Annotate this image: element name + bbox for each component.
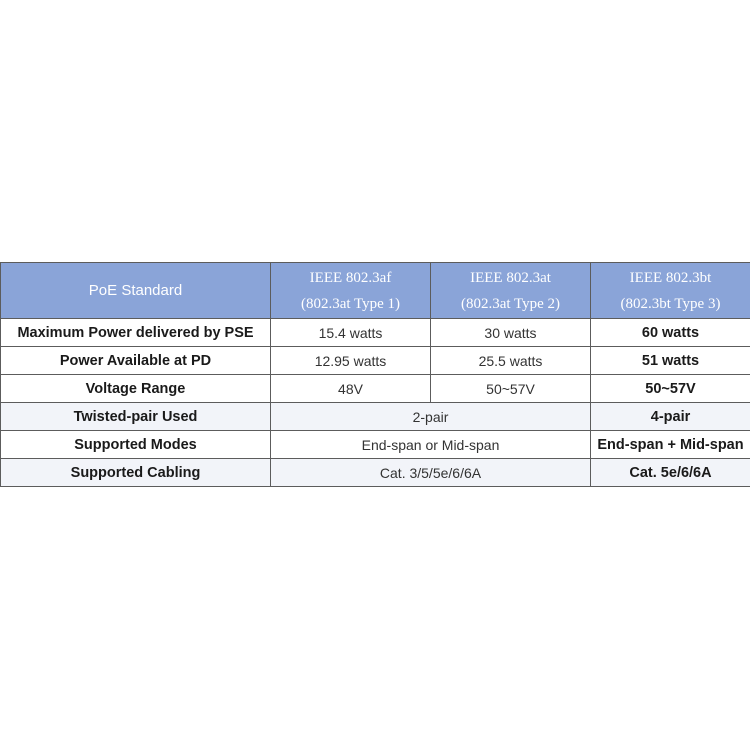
row-label: Maximum Power delivered by PSE — [1, 319, 271, 347]
header-802-3at-type: (802.3at Type 2) — [460, 295, 561, 312]
cell-at: 30 watts — [431, 319, 591, 347]
row-label: Supported Modes — [1, 431, 271, 459]
cell-af: 12.95 watts — [271, 347, 431, 375]
table-row — [1, 375, 750, 403]
header-802-3af-type: (802.3at Type 1) — [300, 295, 401, 312]
cell-af: 15.4 watts — [271, 319, 431, 347]
header-802-3bt-type: (802.3bt Type 3) — [620, 295, 721, 312]
cell-bt: Cat. 5e/6/6A — [591, 459, 750, 487]
row-label: Twisted-pair Used — [1, 403, 271, 431]
cell-at: 25.5 watts — [431, 347, 591, 375]
row-label: Supported Cabling — [1, 459, 271, 487]
cell-af: 48V — [271, 375, 431, 403]
table-row — [1, 319, 750, 347]
cell-at: 50~57V — [431, 375, 591, 403]
header-802-3bt — [591, 263, 750, 319]
cell-af-at: End-span or Mid-span — [271, 431, 591, 459]
table-row — [1, 459, 750, 487]
row-label: Voltage Range — [1, 375, 271, 403]
header-802-3bt-name: IEEE 802.3bt — [629, 269, 712, 286]
row-label: Power Available at PD — [1, 347, 271, 375]
cell-bt: 60 watts — [591, 319, 750, 347]
header-802-3af-name: IEEE 802.3af — [309, 269, 392, 286]
cell-bt: 4-pair — [591, 403, 750, 431]
table-row — [1, 431, 750, 459]
header-802-3af — [271, 263, 431, 319]
header-802-3at — [431, 263, 591, 319]
cell-bt: 50~57V — [591, 375, 750, 403]
cell-bt: End-span + Mid-span — [591, 431, 750, 459]
poe-comparison-table — [0, 262, 750, 487]
cell-bt: 51 watts — [591, 347, 750, 375]
header-802-3at-name: IEEE 802.3at — [470, 269, 551, 286]
header-poe-standard: PoE Standard — [1, 263, 271, 319]
cell-af-at: 2-pair — [271, 403, 591, 431]
table-row — [1, 347, 750, 375]
header-row — [1, 263, 750, 319]
cell-af-at: Cat. 3/5/5e/6/6A — [271, 459, 591, 487]
table-row — [1, 403, 750, 431]
